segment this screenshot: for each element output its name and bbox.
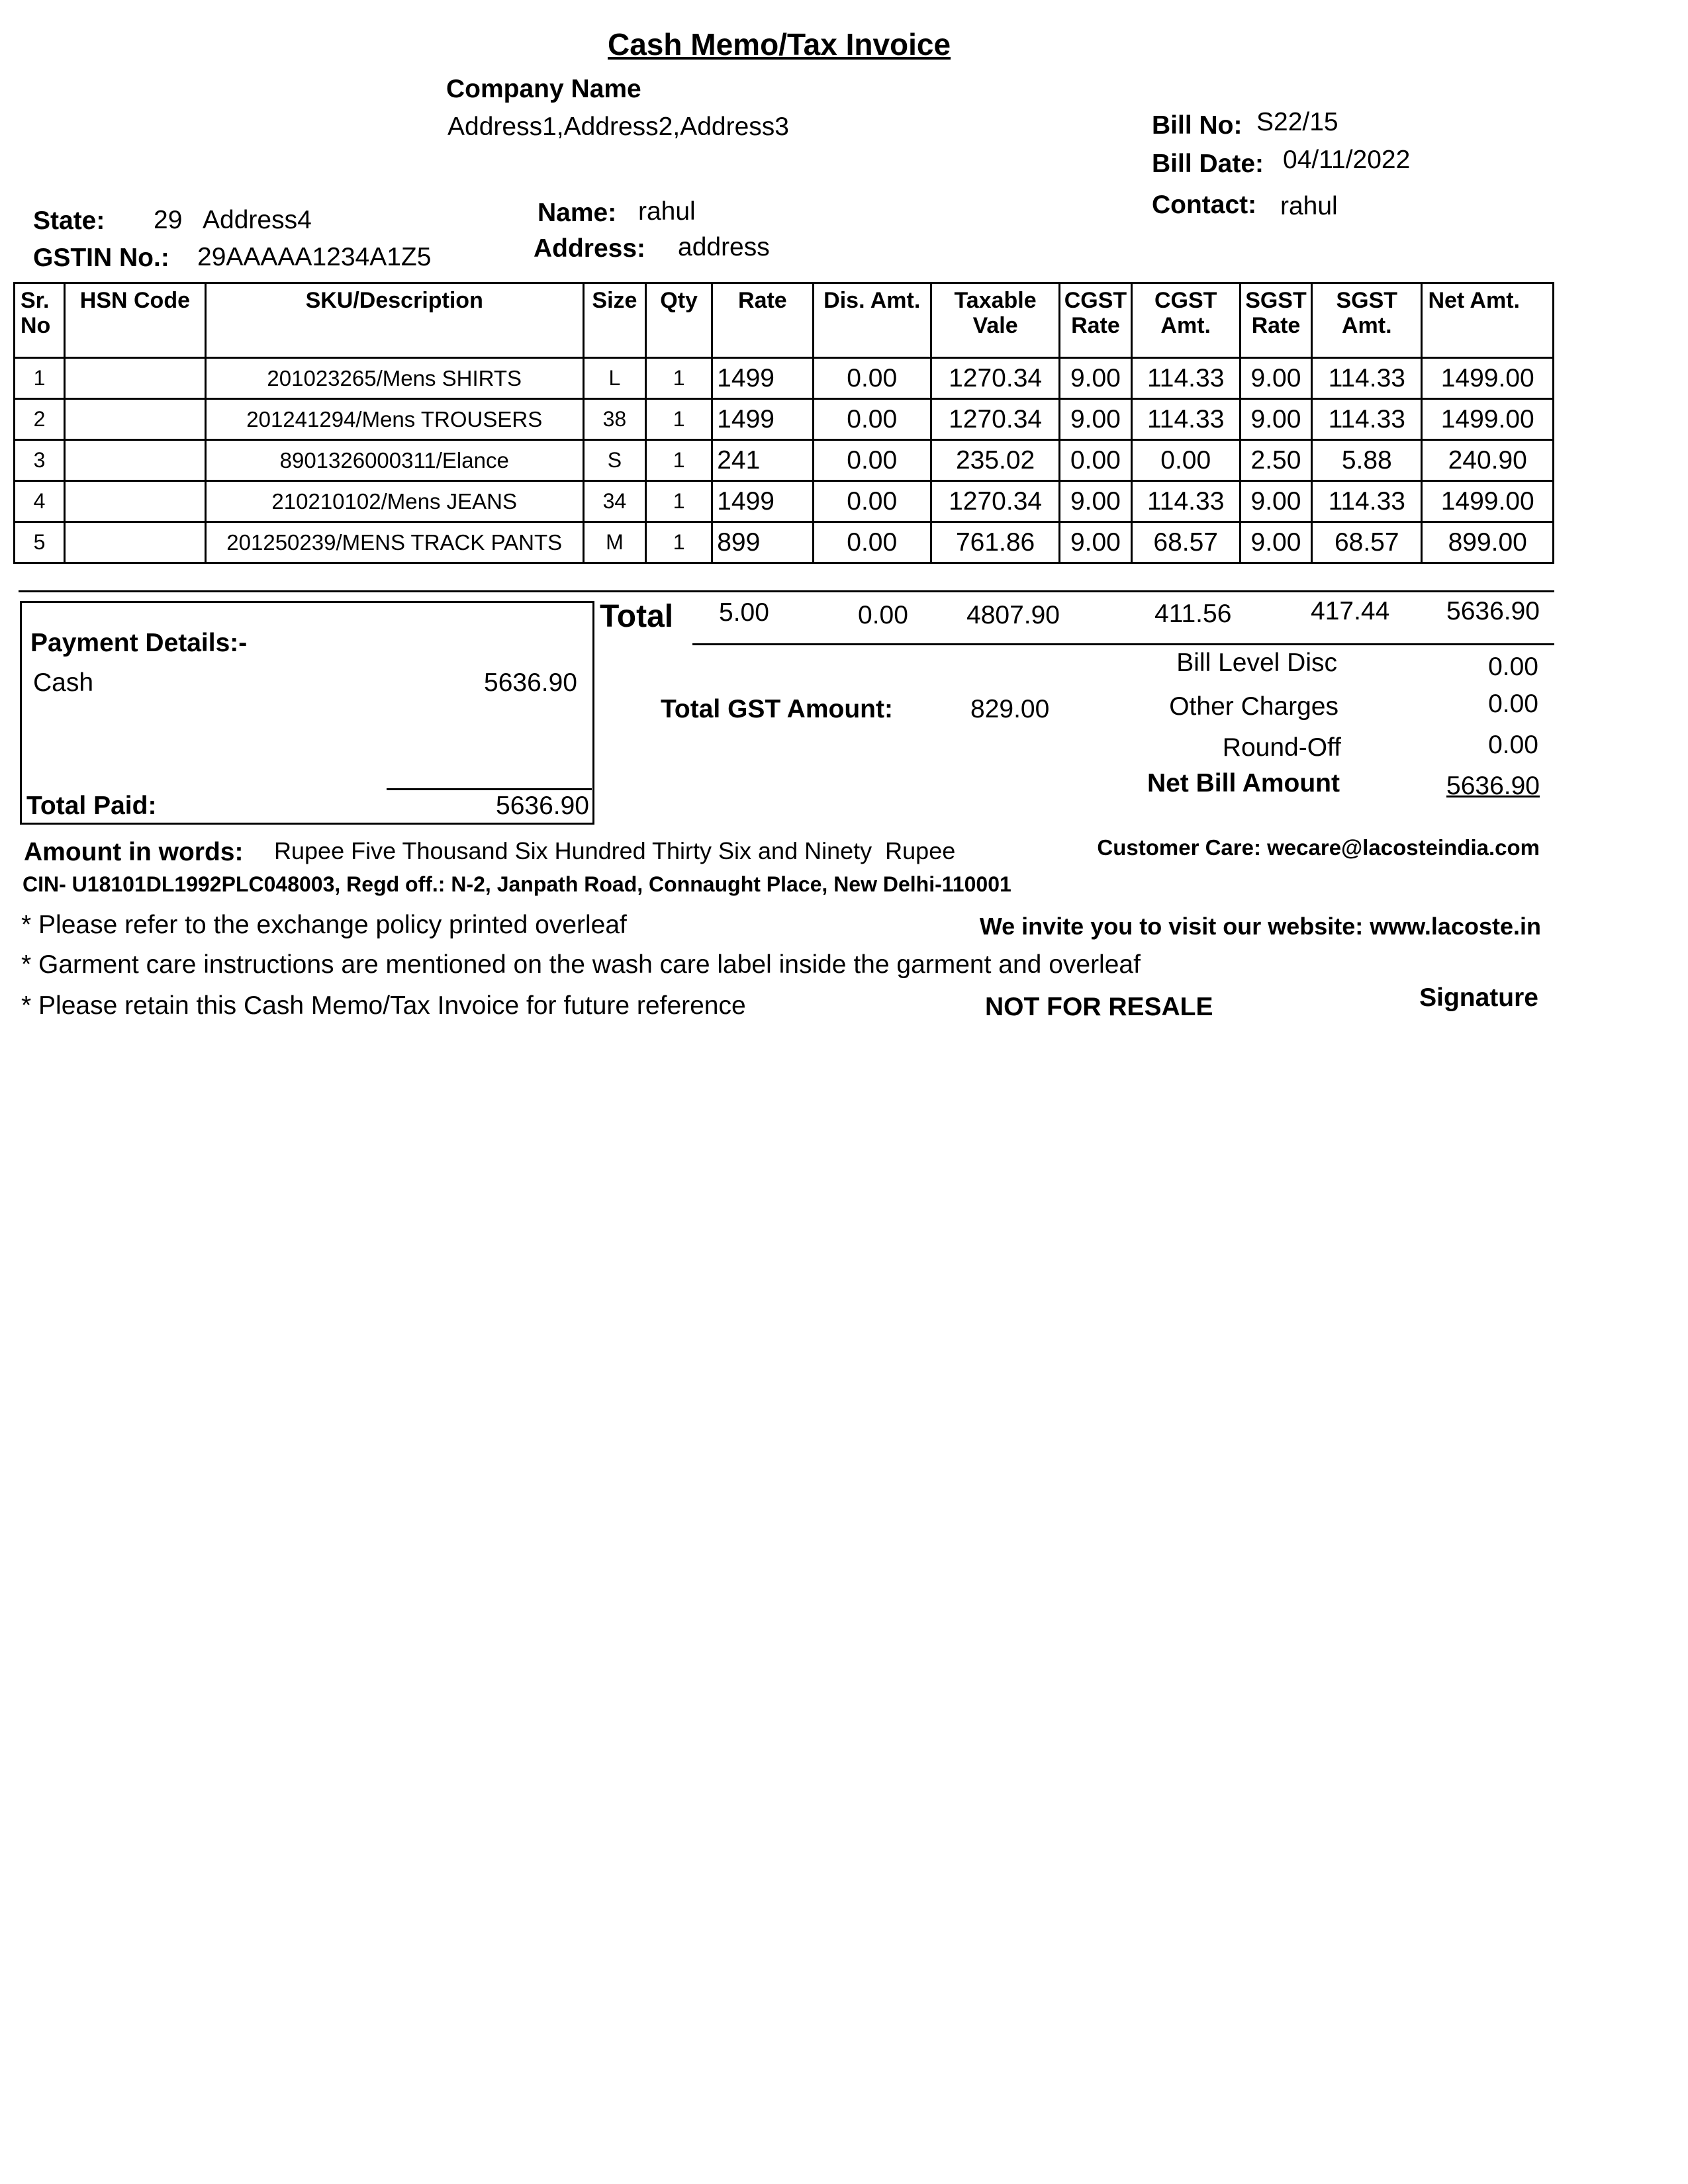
payment-title: Payment Details:- <box>30 629 248 657</box>
cell-cgst-rate: 9.00 <box>1060 481 1131 522</box>
col-cgst-rate: CGST Rate <box>1060 283 1131 358</box>
cell-sr: 2 <box>15 399 65 440</box>
round-off-label: Round-Off <box>1222 733 1341 762</box>
cell-cgst-amt: 114.33 <box>1131 358 1240 399</box>
cell-dis: 0.00 <box>813 522 931 563</box>
cell-sgst-rate: 2.50 <box>1240 440 1311 481</box>
bill-level-disc-label: Bill Level Disc <box>1176 649 1337 677</box>
total-discount: 0.00 <box>858 601 908 629</box>
cell-cgst-amt: 114.33 <box>1131 481 1240 522</box>
cell-hsn <box>65 440 205 481</box>
cell-net: 1499.00 <box>1422 481 1554 522</box>
cell-qty: 1 <box>646 399 712 440</box>
cell-qty: 1 <box>646 440 712 481</box>
cell-sgst-rate: 9.00 <box>1240 522 1311 563</box>
total-paid-value: 5636.90 <box>496 792 589 820</box>
cell-qty: 1 <box>646 358 712 399</box>
col-qty: Qty <box>646 283 712 358</box>
cell-net: 1499.00 <box>1422 358 1554 399</box>
cell-rate: 1499 <box>712 399 813 440</box>
bill-no: S22/15 <box>1256 108 1338 136</box>
net-bill-label: Net Bill Amount <box>1147 769 1340 797</box>
table-row <box>15 440 1554 481</box>
totals-underline <box>692 643 1554 645</box>
cell-size: 38 <box>583 399 645 440</box>
cell-rate: 241 <box>712 440 813 481</box>
cin-line: CIN- U18101DL1992PLC048003, Regd off.: N-2, Janpath Road, Connaught Place, New Delhi-110001 <box>23 872 1011 896</box>
cell-rate: 1499 <box>712 358 813 399</box>
col-sgst-rate: SGST Rate <box>1240 283 1311 358</box>
total-qty: 5.00 <box>719 598 769 627</box>
cell-dis: 0.00 <box>813 399 931 440</box>
table-row <box>15 481 1554 522</box>
page-title: Cash Memo/Tax Invoice <box>608 27 951 62</box>
cell-hsn <box>65 522 205 563</box>
total-sgst: 417.44 <box>1311 597 1390 625</box>
cell-taxable: 761.86 <box>931 522 1059 563</box>
customer-address-label: Address: <box>534 234 646 263</box>
table-row <box>15 522 1554 563</box>
col-sku: SKU/Description <box>205 283 583 358</box>
cell-sgst-rate: 9.00 <box>1240 358 1311 399</box>
col-hsn: HSN Code <box>65 283 205 358</box>
totals-label: Total <box>600 599 674 634</box>
items-table <box>13 282 1554 564</box>
cell-sgst-amt: 114.33 <box>1312 399 1422 440</box>
note-exchange: * Please refer to the exchange policy printed overleaf <box>21 911 627 939</box>
cell-rate: 899 <box>712 522 813 563</box>
cell-sku: 201023265/Mens SHIRTS <box>205 358 583 399</box>
cell-net: 240.90 <box>1422 440 1554 481</box>
payment-total-rule <box>387 788 592 790</box>
table-row <box>15 399 1554 440</box>
gstin-value: 29AAAAA1234A1Z5 <box>197 243 432 271</box>
total-cgst: 411.56 <box>1154 600 1232 628</box>
signature-label: Signature <box>1419 983 1538 1012</box>
cell-sku: 201250239/MENS TRACK PANTS <box>205 522 583 563</box>
cell-taxable: 1270.34 <box>931 399 1059 440</box>
col-sr: Sr. No <box>15 283 65 358</box>
cell-size: M <box>583 522 645 563</box>
contact-value: rahul <box>1280 192 1338 220</box>
total-paid-label: Total Paid: <box>26 792 157 820</box>
round-off-value: 0.00 <box>1488 731 1538 759</box>
col-cgst-amt: CGST Amt. <box>1131 283 1240 358</box>
cell-taxable: 1270.34 <box>931 481 1059 522</box>
cell-size: L <box>583 358 645 399</box>
cell-sgst-amt: 114.33 <box>1312 481 1422 522</box>
cell-hsn <box>65 358 205 399</box>
cell-cgst-amt: 114.33 <box>1131 399 1240 440</box>
cell-sgst-amt: 5.88 <box>1312 440 1422 481</box>
cell-sku: 201241294/Mens TROUSERS <box>205 399 583 440</box>
totals-divider <box>19 590 1554 592</box>
table-header-row <box>15 283 1554 358</box>
cell-sku: 210210102/Mens JEANS <box>205 481 583 522</box>
cell-sr: 5 <box>15 522 65 563</box>
payment-amount: 5636.90 <box>484 668 577 697</box>
cell-cgst-rate: 9.00 <box>1060 358 1131 399</box>
cell-cgst-rate: 0.00 <box>1060 440 1131 481</box>
col-taxable: Taxable Vale <box>931 283 1059 358</box>
net-bill-value: 5636.90 <box>1446 772 1540 800</box>
cell-cgst-rate: 9.00 <box>1060 399 1131 440</box>
not-for-resale: NOT FOR RESALE <box>985 993 1213 1021</box>
col-net: Net Amt. <box>1422 283 1554 358</box>
col-sgst-amt: SGST Amt. <box>1312 283 1422 358</box>
customer-name-label: Name: <box>538 199 617 227</box>
table-row <box>15 358 1554 399</box>
bill-no-label: Bill No: <box>1152 111 1243 140</box>
cell-sgst-amt: 68.57 <box>1312 522 1422 563</box>
cell-sr: 1 <box>15 358 65 399</box>
cell-sku: 8901326000311/Elance <box>205 440 583 481</box>
other-charges-value: 0.00 <box>1488 690 1538 718</box>
cell-rate: 1499 <box>712 481 813 522</box>
total-net: 5636.90 <box>1446 597 1540 625</box>
cell-dis: 0.00 <box>813 358 931 399</box>
cell-size: 34 <box>583 481 645 522</box>
cell-sgst-rate: 9.00 <box>1240 481 1311 522</box>
contact-label: Contact: <box>1152 191 1257 219</box>
cell-net: 1499.00 <box>1422 399 1554 440</box>
gstin-label: GSTIN No.: <box>33 244 169 272</box>
cell-sgst-rate: 9.00 <box>1240 399 1311 440</box>
col-dis: Dis. Amt. <box>813 283 931 358</box>
cell-cgst-amt: 68.57 <box>1131 522 1240 563</box>
company-address: Address1,Address2,Address3 <box>447 113 789 141</box>
total-gst-label: Total GST Amount: <box>661 695 893 723</box>
state-label: State: <box>33 206 105 235</box>
company-name: Company Name <box>446 75 641 103</box>
customer-name: rahul <box>638 197 696 226</box>
other-charges-label: Other Charges <box>1169 692 1338 721</box>
cell-taxable: 1270.34 <box>931 358 1059 399</box>
cell-sr: 4 <box>15 481 65 522</box>
cell-cgst-rate: 9.00 <box>1060 522 1131 563</box>
cell-hsn <box>65 481 205 522</box>
state-code: 29 <box>154 206 183 234</box>
cell-hsn <box>65 399 205 440</box>
col-rate: Rate <box>712 283 813 358</box>
cell-qty: 1 <box>646 481 712 522</box>
amount-in-words: Rupee Five Thousand Six Hundred Thirty Six and Ninety Rupee <box>274 837 956 864</box>
customer-care: Customer Care: wecare@lacosteindia.com <box>1097 835 1540 860</box>
website-line: We invite you to visit our website: www.lacoste.in <box>979 913 1541 940</box>
bill-date: 04/11/2022 <box>1283 146 1411 174</box>
cell-dis: 0.00 <box>813 481 931 522</box>
state-address: Address4 <box>203 206 312 234</box>
payment-method: Cash <box>33 668 94 697</box>
amount-in-words-label: Amount in words: <box>24 838 244 866</box>
bill-date-label: Bill Date: <box>1152 150 1264 178</box>
cell-sr: 3 <box>15 440 65 481</box>
cell-sgst-amt: 114.33 <box>1312 358 1422 399</box>
note-garment-care: * Garment care instructions are mentioned on the wash care label inside the garment and overleaf <box>21 950 1141 979</box>
total-gst-amount: 829.00 <box>970 695 1050 723</box>
cell-net: 899.00 <box>1422 522 1554 563</box>
cell-dis: 0.00 <box>813 440 931 481</box>
customer-address: address <box>678 233 770 261</box>
cell-qty: 1 <box>646 522 712 563</box>
note-retain: * Please retain this Cash Memo/Tax Invoice for future reference <box>21 991 746 1020</box>
cell-cgst-amt: 0.00 <box>1131 440 1240 481</box>
bill-level-disc-value: 0.00 <box>1488 653 1538 681</box>
cell-taxable: 235.02 <box>931 440 1059 481</box>
cell-size: S <box>583 440 645 481</box>
col-size: Size <box>583 283 645 358</box>
total-taxable: 4807.90 <box>966 601 1060 629</box>
